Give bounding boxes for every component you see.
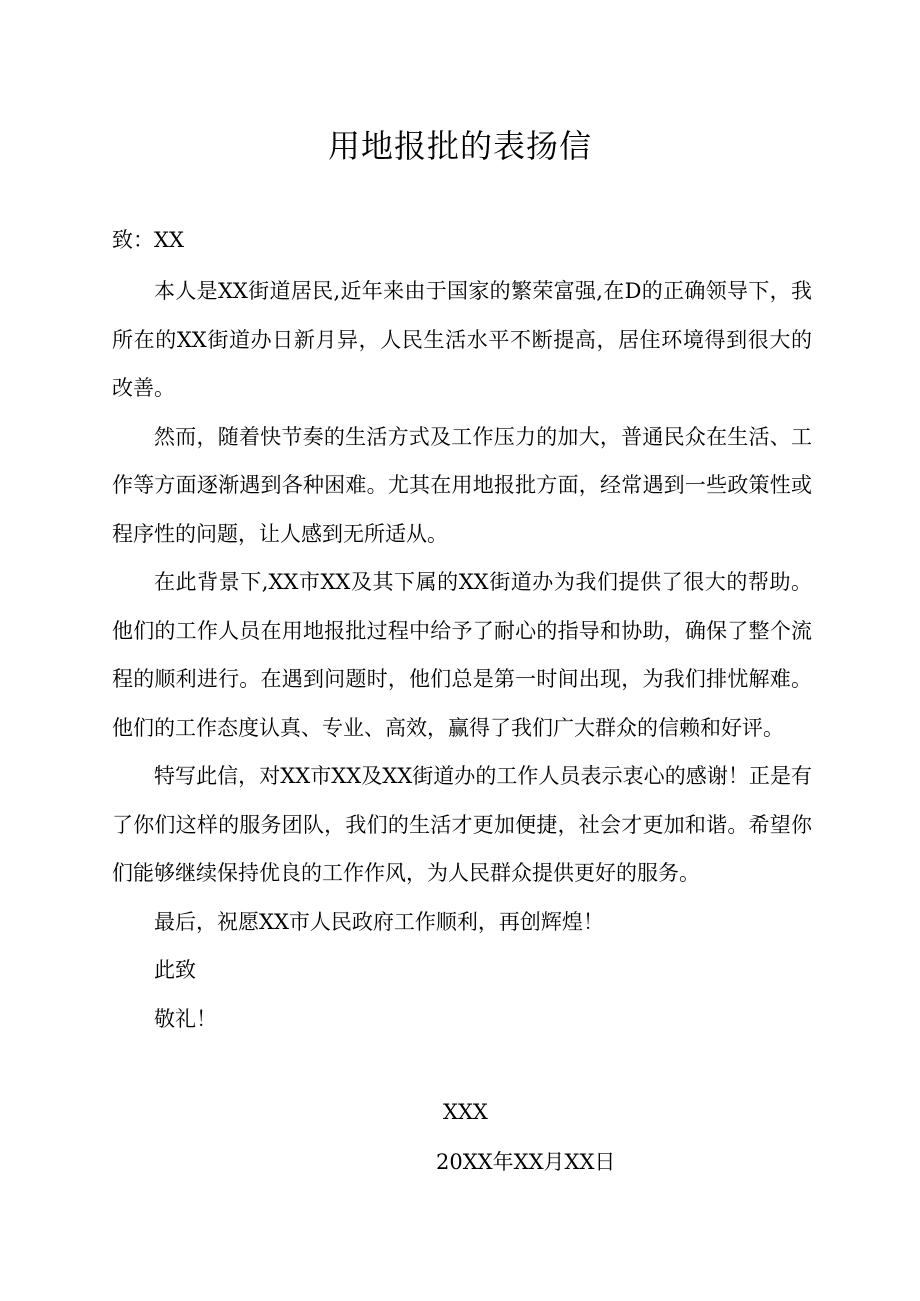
salutation: 致：XX [112, 228, 184, 252]
letter-body [112, 267, 812, 1043]
letter-title: 用地报批的表扬信 [327, 127, 592, 165]
paragraph-difficulties: 然而，随着快节奏的生活方式及工作压力的加大，普通民众在生活、工作等方面逐渐遇到各种困难。尤其在用地报批方面，经常遇到一些政策性或程序性的问题，让人感到无所适从。 [112, 424, 812, 546]
paragraph-help: 在此背景下,XX市XX及其下属的XX街道办为我们提供了很大的帮助。他们的工作人员在用地报批过程中给予了耐心的指导和协助，确保了整个流程的顺利进行。在遇到问题时，他们总是第一时间出现，为我们排忧解难。他们的工作态度认真、专业、高效，赢得了我们广大群众的信赖和好评。 [112, 570, 812, 740]
paragraph-wishes: 最后，祝愿XX市人民政府工作顺利，再创辉煌！ [154, 909, 604, 934]
closing-cizhi: 此致 [154, 958, 196, 982]
paragraph-intro: 本人是XX街道居民,近年来由于国家的繁荣富强,在D的正确领导下，我所在的XX街道办日新月异，人民生活水平不断提高，居住环境得到很大的改善。 [112, 279, 812, 400]
paragraph-thanks: 特写此信，对XX市XX及XX街道办的工作人员表示衷心的感谢！正是有了你们这样的服务团队，我们的生活才更加便捷，社会才更加和谐。希望你们能够继续保持优良的工作作风，为人民群众提供更好的服务。 [112, 764, 812, 885]
signature: XXX [443, 1100, 488, 1124]
letter-date: 20XX年XX月XX日 [436, 1150, 616, 1174]
closing-jingli: 敬礼！ [154, 1006, 217, 1031]
